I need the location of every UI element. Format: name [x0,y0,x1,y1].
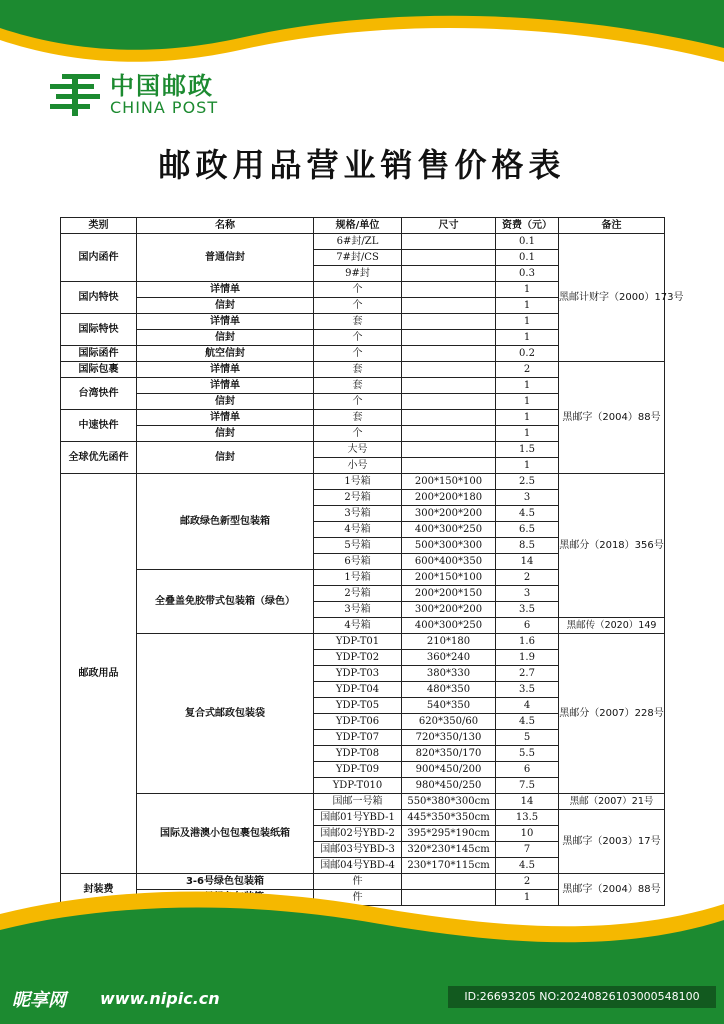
price-cell: 6.5 [496,522,559,538]
price-cell: 8.5 [496,538,559,554]
spec-cell: 个 [314,426,402,442]
spec-cell: 个 [314,394,402,410]
price-cell: 1.6 [496,634,559,650]
price-cell: 2 [496,874,559,890]
price-cell: 1 [496,458,559,474]
size-cell [402,378,496,394]
price-cell: 1.9 [496,650,559,666]
price-cell: 1 [496,378,559,394]
watermark-url: www.nipic.cn [100,989,220,1008]
size-cell: 620*350/60 [402,714,496,730]
spec-cell: 套 [314,362,402,378]
price-cell: 0.2 [496,346,559,362]
spec-cell: 个 [314,282,402,298]
spec-cell: 个 [314,298,402,314]
spec-cell: 2号箱 [314,490,402,506]
spec-cell: 2号箱 [314,586,402,602]
category-cell: 国内函件 [61,234,137,282]
watermark-logo: 昵享网 [12,990,66,1011]
spec-cell: 个 [314,330,402,346]
category-cell: 封装费 [61,874,137,906]
spec-cell: 国邮一号箱 [314,794,402,810]
header-spec: 规格/单位 [314,218,402,234]
price-cell: 6 [496,618,559,634]
header-name: 名称 [137,218,314,234]
name-cell: 详情单 [137,282,314,298]
size-cell: 400*300*250 [402,522,496,538]
category-cell: 邮政用品 [61,474,137,874]
price-cell: 3 [496,586,559,602]
size-cell [402,394,496,410]
price-cell: 3.5 [496,602,559,618]
spec-cell: 件 [314,874,402,890]
price-cell: 3 [496,490,559,506]
remark-cell: 黑邮传（2020）149 [559,618,665,634]
name-cell: 复合式邮政包装袋 [137,634,314,794]
size-cell: 380*330 [402,666,496,682]
header-remark: 备注 [559,218,665,234]
size-cell: 320*230*145cm [402,842,496,858]
price-cell: 7.5 [496,778,559,794]
price-cell: 0.1 [496,250,559,266]
size-cell [402,426,496,442]
table-row [61,634,665,650]
table-header-row [61,218,665,234]
spec-cell: 件 [314,890,402,906]
spec-cell: YDP-T02 [314,650,402,666]
size-cell [402,458,496,474]
price-cell: 4.5 [496,714,559,730]
name-cell: 3-6号绿色包装箱 [137,874,314,890]
size-cell [402,346,496,362]
remark-cell: 黑邮字（2004）88号 [559,874,665,906]
price-cell: 2 [496,362,559,378]
size-cell: 230*170*115cm [402,858,496,874]
size-cell: 500*300*300 [402,538,496,554]
size-cell: 200*200*150 [402,586,496,602]
size-cell: 300*200*200 [402,506,496,522]
category-cell: 国际包裹 [61,362,137,378]
size-cell: 200*200*180 [402,490,496,506]
price-cell: 1 [496,282,559,298]
table-row [61,234,665,250]
spec-cell: 套 [314,410,402,426]
spec-cell: 6号箱 [314,554,402,570]
spec-cell: 7#封/CS [314,250,402,266]
price-cell: 13.5 [496,810,559,826]
spec-cell: YDP-T07 [314,730,402,746]
price-cell: 1.5 [496,442,559,458]
price-cell: 1 [496,410,559,426]
name-cell: 全叠盖免胶带式包装箱（绿色） [137,570,314,634]
category-cell: 中速快件 [61,410,137,442]
spec-cell: 4号箱 [314,618,402,634]
watermark-id: ID:26693205 NO:20240826103000548100 [448,986,716,1008]
size-cell [402,298,496,314]
size-cell: 200*150*100 [402,570,496,586]
spec-cell: 大号 [314,442,402,458]
name-cell: 详情单 [137,378,314,394]
header-category: 类别 [61,218,137,234]
spec-cell: YDP-T04 [314,682,402,698]
remark-cell: 黑邮字（2004）88号 [559,362,665,474]
size-cell: 540*350 [402,698,496,714]
remark-cell: 黑邮计财字（2000）173号 [559,234,665,362]
size-cell [402,362,496,378]
size-cell [402,266,496,282]
brand-name-en: CHINA POST [110,98,219,117]
size-cell [402,410,496,426]
size-cell: 200*150*100 [402,474,496,490]
price-cell: 1 [496,394,559,410]
table-row [61,474,665,490]
category-cell: 国际函件 [61,346,137,362]
spec-cell: 国邮01号YBD-1 [314,810,402,826]
category-cell: 台湾快件 [61,378,137,410]
name-cell: 信封 [137,426,314,442]
price-cell: 4.5 [496,858,559,874]
spec-cell: 9#封 [314,266,402,282]
price-cell: 5.5 [496,746,559,762]
brand-name-cn: 中国邮政 [110,72,214,100]
spec-cell: 1号箱 [314,570,402,586]
price-cell: 1 [496,330,559,346]
spec-cell: 6#封/ZL [314,234,402,250]
price-cell: 4.5 [496,506,559,522]
price-cell: 4 [496,698,559,714]
size-cell: 395*295*190cm [402,826,496,842]
size-cell [402,314,496,330]
price-cell: 5 [496,730,559,746]
price-cell: 10 [496,826,559,842]
price-table [60,217,684,906]
spec-cell: 个 [314,346,402,362]
name-cell: 普通信封 [137,234,314,282]
spec-cell: YDP-T03 [314,666,402,682]
size-cell: 720*350/130 [402,730,496,746]
spec-cell: YDP-T09 [314,762,402,778]
name-cell: 信封 [137,330,314,346]
size-cell: 480*350 [402,682,496,698]
price-cell: 2.5 [496,474,559,490]
spec-cell: 5号箱 [314,538,402,554]
size-cell [402,442,496,458]
price-cell: 1 [496,890,559,906]
category-cell: 全球优先函件 [61,442,137,474]
name-cell: 信封 [137,298,314,314]
price-cell: 7 [496,842,559,858]
spec-cell: 国邮02号YBD-2 [314,826,402,842]
remark-cell: 黑邮分（2018）356号 [559,474,665,618]
spec-cell: 套 [314,378,402,394]
spec-cell: 1号箱 [314,474,402,490]
spec-cell: 国邮04号YBD-4 [314,858,402,874]
price-cell: 2.7 [496,666,559,682]
price-cell: 14 [496,554,559,570]
remark-cell: 黑邮（2007）21号 [559,794,665,810]
remark-cell: 黑邮字（2003）17号 [559,810,665,874]
size-cell: 900*450/200 [402,762,496,778]
table-row [61,362,665,378]
price-cell: 0.3 [496,266,559,282]
remark-cell: 黑邮分（2007）228号 [559,634,665,794]
name-cell: 信封 [137,442,314,474]
name-cell: 详情单 [137,410,314,426]
price-cell: 1 [496,298,559,314]
size-cell: 360*240 [402,650,496,666]
size-cell: 550*380*300cm [402,794,496,810]
spec-cell: 3号箱 [314,602,402,618]
name-cell: 航空信封 [137,346,314,362]
size-cell [402,234,496,250]
price-cell: 3.5 [496,682,559,698]
price-cell: 14 [496,794,559,810]
spec-cell: YDP-T05 [314,698,402,714]
name-cell: 详情单 [137,362,314,378]
name-cell: 邮政绿色新型包装箱 [137,474,314,570]
size-cell: 445*350*350cm [402,810,496,826]
table-row [61,794,665,810]
page-title: 邮政用品营业销售价格表 [158,146,566,184]
spec-cell: 3号箱 [314,506,402,522]
category-cell: 国际特快 [61,314,137,346]
size-cell [402,250,496,266]
header-size: 尺寸 [402,218,496,234]
size-cell: 300*200*200 [402,602,496,618]
spec-cell: 4号箱 [314,522,402,538]
name-cell: 信封 [137,394,314,410]
spec-cell: 国邮03号YBD-3 [314,842,402,858]
category-cell: 国内特快 [61,282,137,314]
price-cell: 1 [496,426,559,442]
price-cell: 2 [496,570,559,586]
size-cell [402,330,496,346]
size-cell: 820*350/170 [402,746,496,762]
size-cell [402,282,496,298]
china-post-emblem-icon [48,66,102,120]
price-cell: 6 [496,762,559,778]
name-cell: 详情单 [137,314,314,330]
spec-cell: 小号 [314,458,402,474]
size-cell: 600*400*350 [402,554,496,570]
spec-cell: 套 [314,314,402,330]
spec-cell: YDP-T01 [314,634,402,650]
size-cell: 210*180 [402,634,496,650]
size-cell: 980*450/250 [402,778,496,794]
spec-cell: YDP-T08 [314,746,402,762]
price-cell: 0.1 [496,234,559,250]
china-post-logo [48,66,238,120]
header-price: 资费（元） [496,218,559,234]
spec-cell: YDP-T010 [314,778,402,794]
name-cell: 国际及港澳小包包裹包装纸箱 [137,794,314,874]
spec-cell: YDP-T06 [314,714,402,730]
price-cell: 1 [496,314,559,330]
size-cell: 400*300*250 [402,618,496,634]
